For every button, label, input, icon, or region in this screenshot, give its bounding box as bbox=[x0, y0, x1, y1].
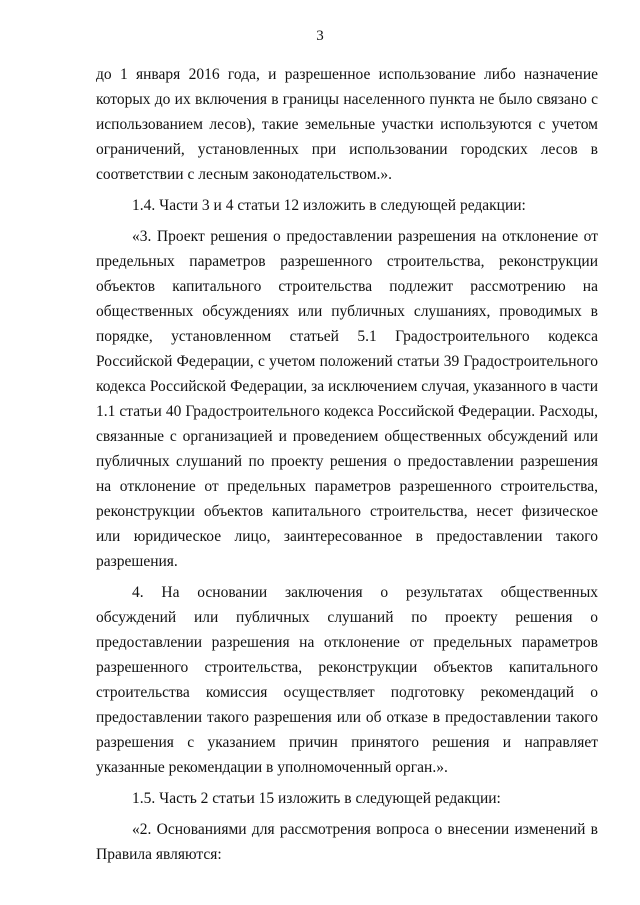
paragraph-continuation: до 1 января 2016 года, и разрешенное использование либо назначение которых до их включения в границы населенного пункта не было связано с использованием лесов), такие земельные участки используются с учетом ограничений, установленных при использовании городских лесов в соответствии с лесным законодательством.». bbox=[96, 66, 598, 183]
paragraph-part-2: «2. Основаниями для рассмотрения вопроса о внесении изменений в Правила являются: bbox=[96, 821, 598, 863]
paragraph-item-1-4: 1.4. Части 3 и 4 статьи 12 изложить в следующей редакции: bbox=[132, 197, 526, 214]
document-body bbox=[96, 62, 598, 873]
paragraph-part-4: 4. На основании заключения о результатах общественных обсуждений или публичных слушаний по проекту решения о предоставлении разрешения на отклонение от предельных параметров разрешенного строительства, реконструкции объектов капитального строительства комиссия осуществляет подготовку рекомендаций о предоставлении такого разрешения или об отказе в предоставлении такого разрешения с указанием причин принятого решения и направляет указанные рекомендации в уполномоченный орган.». bbox=[96, 584, 598, 776]
paragraph-part-3: «3. Проект решения о предоставлении разрешения на отклонение от предельных параметров разрешенного строительства, реконструкции объектов капитального строительства подлежит рассмотрению на общественных обсуждениях или публичных слушаниях, проводимых в порядке, установленном статьей 5.1 Градостроительного кодекса Российской Федерации, с учетом положений статьи 39 Градостроительного кодекса Российской Федерации, за исключением случая, указанного в части 1.1 статьи 40 Градостроительного кодекса Российской Федерации. Расходы, связанные с организацией и проведением общественных обсуждений или публичных слушаний по проекту решения о предоставлении разрешения на отклонение от предельных параметров разрешенного строительства, реконструкции объектов капитального строительства, несет физическое или юридическое лицо, заинтересованное в предоставлении такого разрешения. bbox=[96, 228, 598, 570]
page-number: 3 bbox=[316, 28, 324, 44]
paragraph-item-1-5: 1.5. Часть 2 статьи 15 изложить в следующей редакции: bbox=[132, 790, 501, 807]
